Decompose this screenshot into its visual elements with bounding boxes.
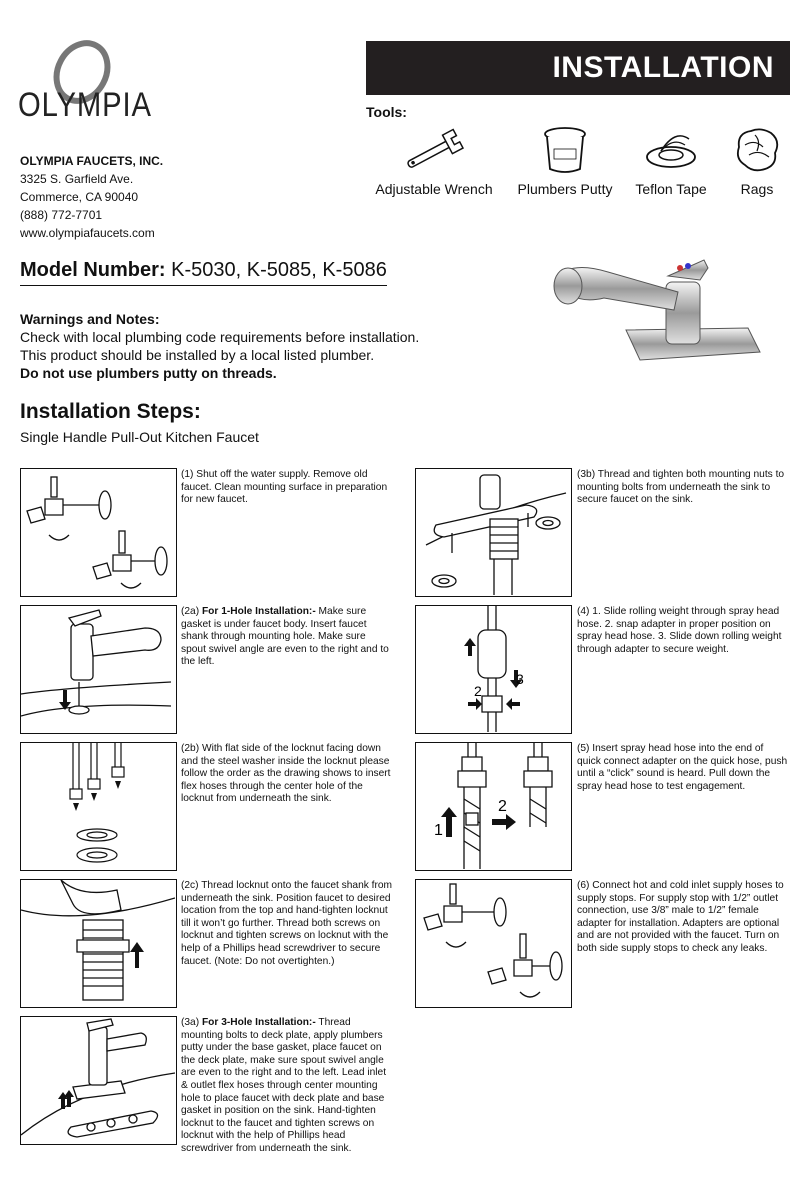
company-website[interactable]: www.olympiafaucets.com	[20, 226, 155, 240]
step3a-bold: For 3-Hole Installation:-	[201, 1017, 316, 1028]
company-phone: (888) 772-7701	[20, 208, 103, 222]
warning-line: This product should be installed by a local listed plumber.	[20, 347, 375, 363]
tool-label: Rags	[740, 181, 774, 197]
rag-icon	[731, 125, 783, 177]
brand-logo-text: OLYMPIA	[18, 86, 152, 124]
tool-label: Adjustable Wrench	[375, 181, 493, 197]
steps-title: Installation Steps:	[20, 400, 201, 423]
tool-rags	[724, 125, 790, 197]
tape-roll-icon	[641, 125, 701, 177]
step2a-illustration	[20, 605, 177, 734]
step3a-text	[181, 1017, 393, 1156]
warnings-section	[20, 310, 419, 382]
step1-text: (1) Shut off the water supply. Remove old faucet. Clean mounting surface in preparation for new faucet.	[181, 469, 388, 506]
wrench-icon	[399, 125, 469, 177]
steps-subtitle: Single Handle Pull-Out Kitchen Faucet	[20, 429, 259, 445]
step6-text: (6) Connect hot and cold inlet supply hoses to supply stops. For supply stop with 1/2” outlet connection, use 3/8” male to 1/2” female adapter for installation. Adapters are optional and are not provided with the faucet. Turn on both side supply stops to check any leaks.	[577, 880, 784, 954]
step5-text: (5) Insert spray head hose into the end of quick connect adapter on the quick hose, push until a “click” sound is heard. Pull down the spray head hose to test engagement.	[577, 743, 788, 792]
faucet-product-image	[548, 250, 788, 380]
tool-label: Plumbers Putty	[517, 181, 613, 197]
tools-label: Tools:	[366, 104, 407, 120]
putty-jar-icon	[539, 125, 591, 177]
step2a-rest: Make sure gasket is under faucet body. Insert faucet shank through mounting hole. Make sure spout swivel angle are even to the right and to the left.	[181, 606, 389, 668]
banner-title: INSTALLATION	[552, 51, 774, 84]
step2a-text	[181, 606, 393, 669]
step5-illustration	[415, 742, 572, 871]
step2a-lead: (2a)	[181, 606, 202, 617]
step4-label-two: 2	[474, 683, 482, 699]
step2c-illustration	[20, 879, 177, 1008]
step4-text: (4) 1. Slide rolling weight through spray head hose. 2. snap adapter in proper position on spray head hose. 3. Slide down rolling weight through adapter to secure weight.	[577, 606, 782, 655]
tool-wrench	[370, 125, 498, 197]
step4-label-three: 3	[516, 671, 524, 687]
step5-label-two: 2	[498, 798, 507, 815]
step3a-rest: Thread mounting bolts to deck plate, apply plumbers putty under the base gasket, place faucet on the deck plate, make sure spout swivel angle are even to the right and to the left. Lead inlet & outlet flex hoses through center mounting hole to place faucet with deck plate and base gasket in position on the sink. Hand-tighten locknut to the faucet and tighten screws on locknut with the help of Phillips head screwdriver from underneath the sink.	[181, 1017, 387, 1154]
warning-line-bold: Do not use plumbers putty on threads.	[20, 365, 277, 381]
step3a-lead: (3a)	[181, 1017, 202, 1028]
warnings-heading: Warnings and Notes:	[20, 311, 160, 327]
step3b-text: (3b) Thread and tighten both mounting nuts to mounting bolts from underneath the sink to secure faucet on the sink.	[577, 469, 785, 506]
step2b-illustration	[20, 742, 177, 871]
tool-tape	[628, 125, 714, 197]
step2a-bold: For 1-Hole Installation:-	[201, 606, 316, 617]
step1-illustration	[20, 468, 177, 597]
model-label: Model Number:	[20, 259, 166, 281]
step4-illustration	[415, 605, 572, 734]
model-values: K-5030, K-5085, K-5086	[171, 259, 387, 281]
warning-line: Check with local plumbing code requirements before installation.	[20, 329, 420, 345]
step6-illustration	[415, 879, 572, 1008]
step3b-illustration	[415, 468, 572, 597]
step2b-text: (2b) With flat side of the locknut facing down and the steel washer inside the locknut please follow the order as the drawing shows to insert flex hoses through the center hole of the locknut from underneath the sink.	[181, 743, 391, 805]
installation-banner	[366, 41, 790, 95]
model-number	[20, 259, 387, 286]
tool-label: Teflon Tape	[635, 181, 707, 197]
company-address2: Commerce, CA 90040	[20, 190, 139, 204]
company-name: OLYMPIA FAUCETS, INC.	[20, 154, 164, 168]
company-address1: 3325 S. Garfield Ave.	[20, 172, 134, 186]
step3a-illustration	[20, 1016, 177, 1145]
tool-putty	[510, 125, 620, 197]
step2c-text: (2c) Thread locknut onto the faucet shank from underneath the sink. Position faucet to desired location from the top and hand-tighten locknut till it won’t go further. Thread both screws on locknut and tighten screws on locknut with the help of a Phillips head screwdriver to secure faucet. (Note: Do not overtighten.)	[181, 880, 393, 967]
company-info	[20, 152, 163, 242]
step5-label-one: 1	[434, 822, 443, 839]
